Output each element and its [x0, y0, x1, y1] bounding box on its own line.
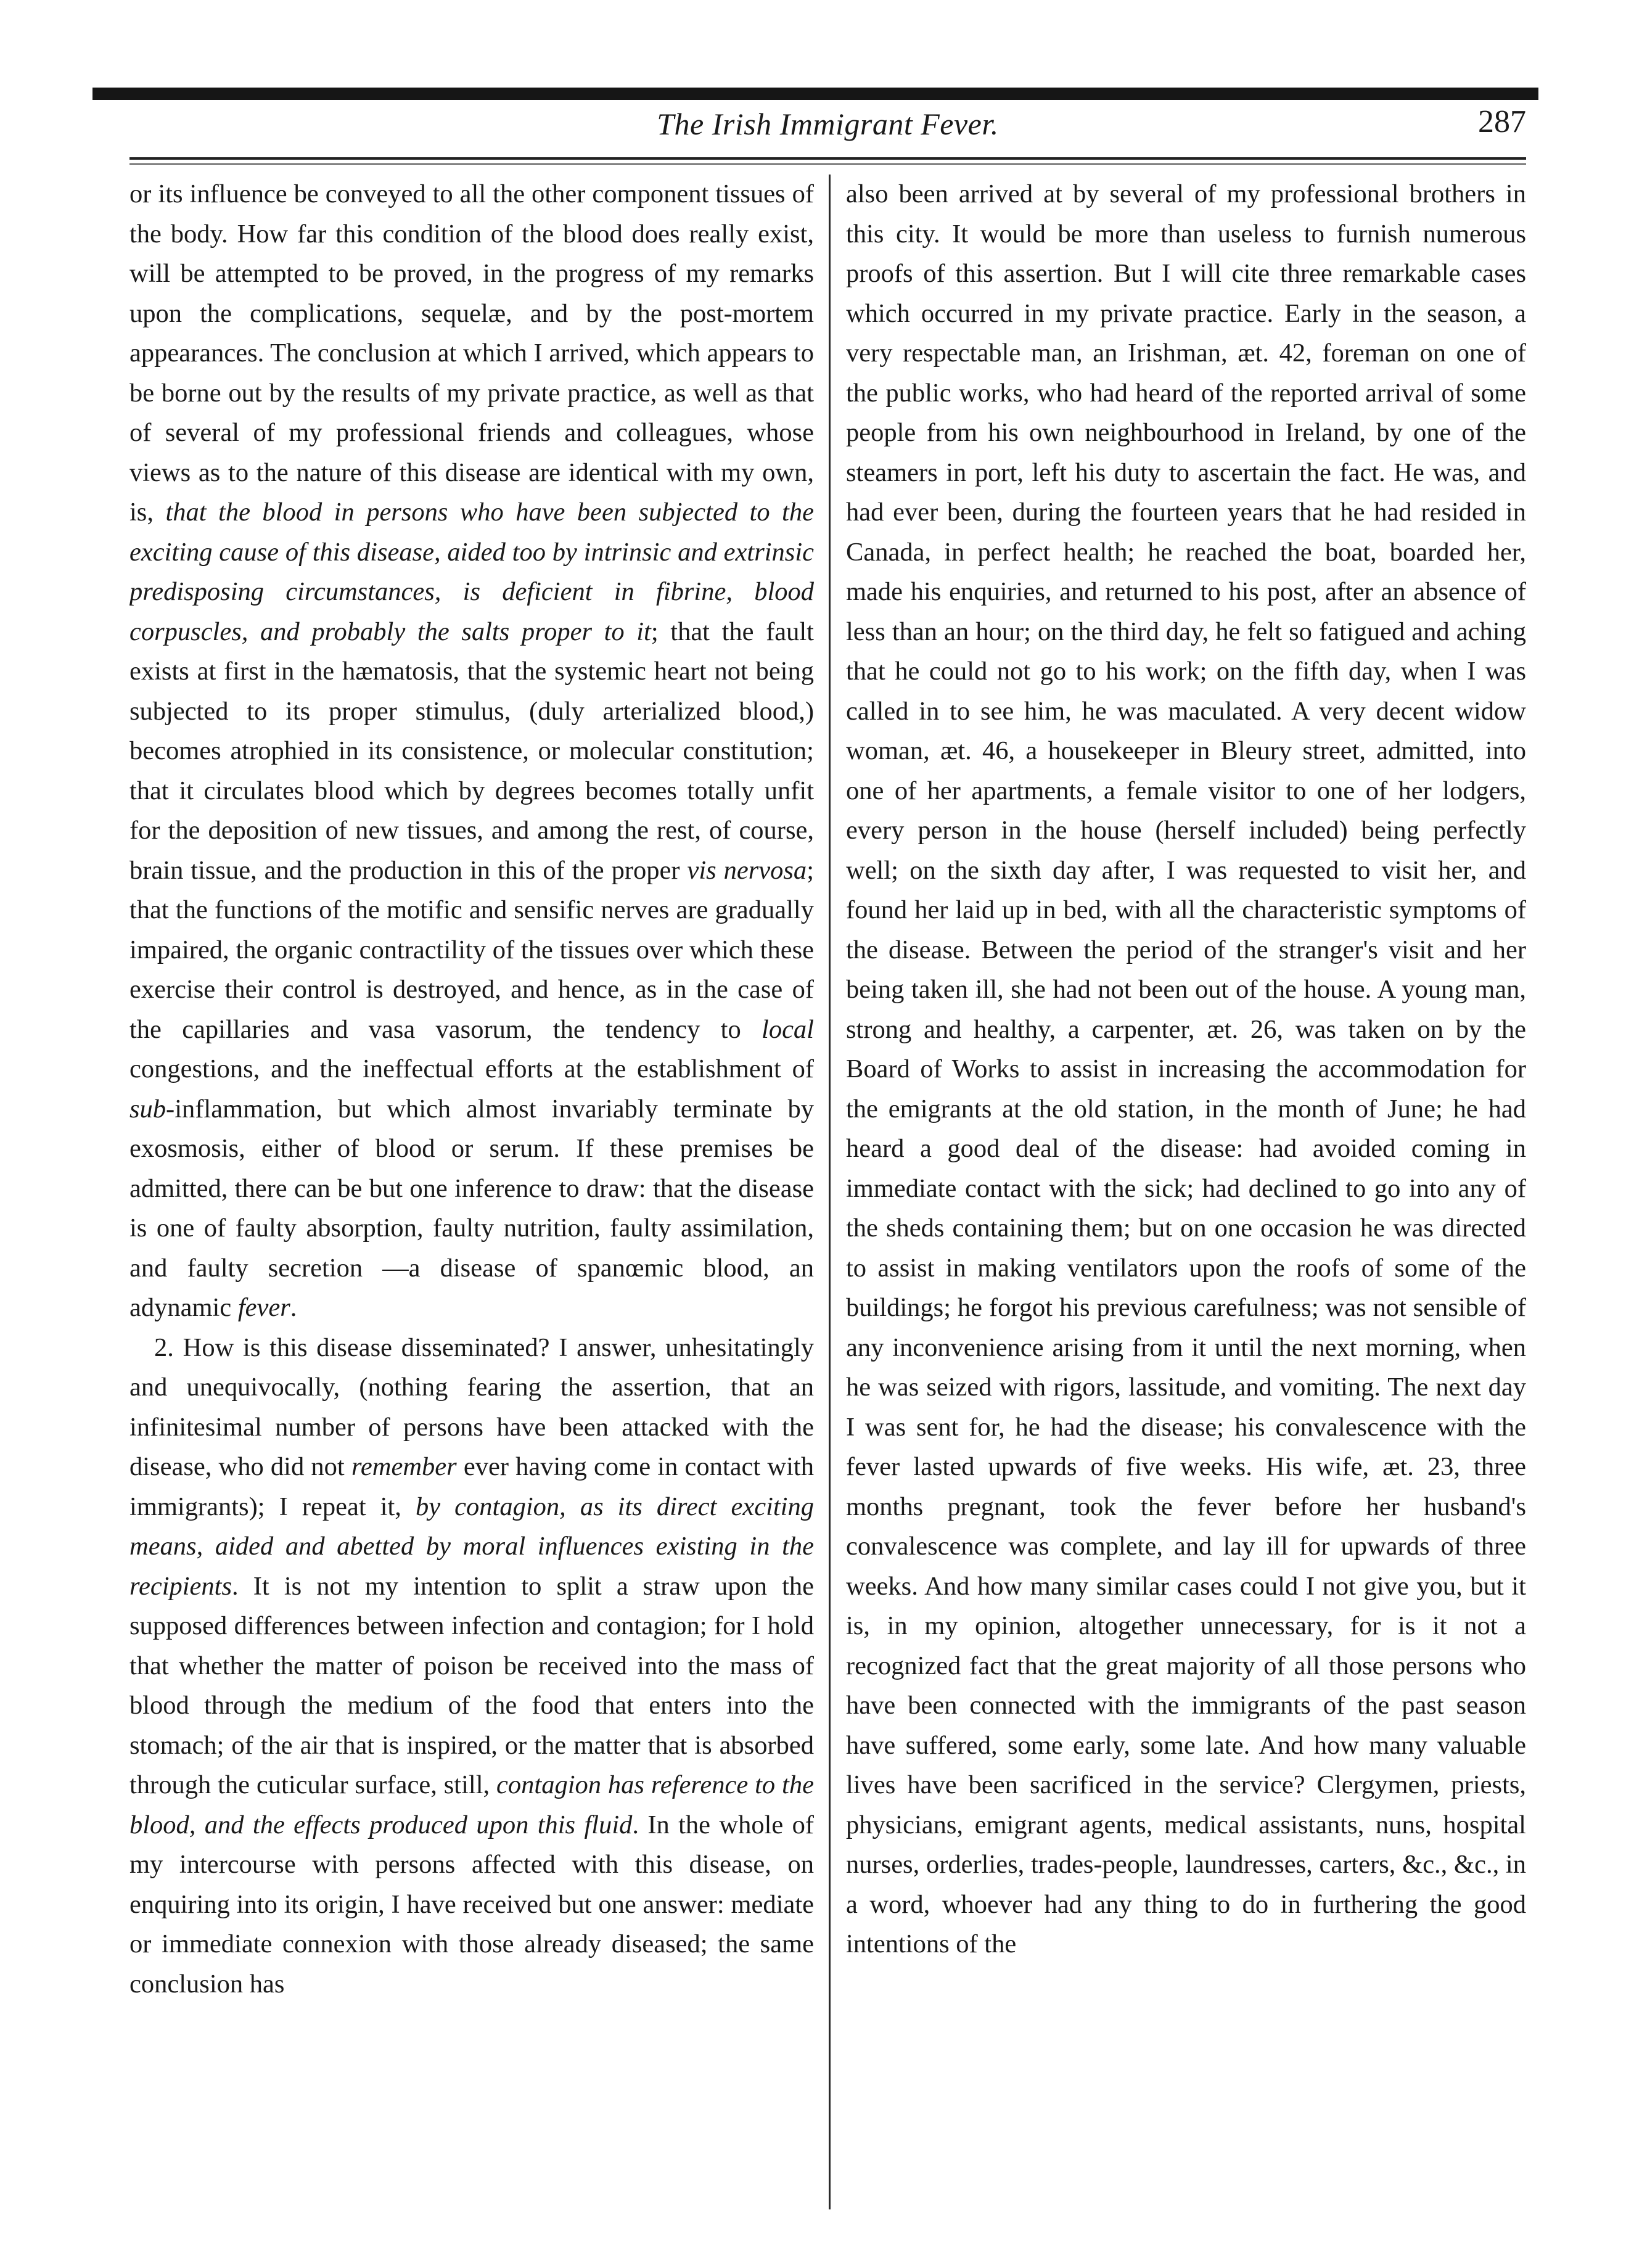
- italic-run: by contagion, as its direct exciting means, aided and abetted by moral influences existing in the recipients: [129, 1492, 814, 1601]
- header-rule: [129, 157, 1526, 160]
- text-run: ever having come in contact with immigrants); I repeat it,: [129, 1452, 814, 1521]
- italic-run: remember: [351, 1452, 457, 1481]
- header-rule-thin: [129, 163, 1526, 165]
- italic-run: local: [762, 1014, 814, 1044]
- text-run: . It is not my intention to split a straw upon the supposed differences between infection and contagion; for I hold that whether the matter of poison be received into the mass of blood through the medium of the food that enters into the stomach; of the air that is inspired, or the matter that is absorbed through the cuticular surface, still,: [129, 1571, 814, 1799]
- right-column: [846, 175, 1526, 2216]
- italic-run: sub: [129, 1094, 166, 1124]
- top-decorative-rule: [92, 88, 1538, 100]
- text-run: 2. How is this disease disseminated? I answer, unhesitatingly and unequivocally, (nothing fearing the assertion, that an infinitesimal number of persons have been attacked with the disease, who did not: [129, 1333, 814, 1481]
- italic-run: that the blood in persons who have been subjected to the exciting cause of this disease, aided too by intrinsic and extrinsic predisposing circumstances, is deficient in fibrine, blood corpuscles, and probably the salts proper to it: [129, 498, 814, 646]
- text-run: . In the whole of my intercourse with persons affected with this disease, on enquiring into its origin, I have received but one answer: mediate or immediate connexion with those already diseased; the same conclusion has: [129, 1810, 814, 1999]
- italic-run: fever: [237, 1293, 290, 1322]
- text-run: ; that the functions of the motific and sensific nerves are gradually impaired, the organic contractility of the tissues over which these exercise their control is destroyed, and hence, as in the case of the capillaries and vasa vasorum, the tendency to: [129, 855, 814, 1044]
- left-column: [129, 175, 814, 2216]
- column-divider: [829, 175, 831, 2209]
- italic-run: contagion has reference to the blood, and the effects produced upon this fluid: [129, 1770, 814, 1839]
- page-header: [129, 104, 1526, 153]
- paragraph-1: [129, 175, 814, 1328]
- text-run: congestions, and the ineffectual efforts at the establishment of: [129, 1054, 814, 1083]
- running-title: The Irish Immigrant Fever.: [657, 107, 999, 141]
- text-run: also been arrived at by several of my professional brothers in this city. It would be more than useless to furnish numerous proofs of this assertion. But I will cite three remarkable cases which occurred in my private practice. Early in the season, a very respectable man, an Irishman, æt. 42, foreman on one of the public works, who had heard of the reported arrival of some people from his own neighbourhood in Ireland, by one of the steamers in port, left his duty to ascertain the fact. He was, and had ever been, during the fourteen years that he had resided in Canada, in perfect health; he reached the boat, boarded her, made his enquiries, and returned to his post, after an absence of less than an hour; on the third day, he felt so fatigued and aching that he could not go to his work; on the fifth day, when I was called in to see him, he was maculated. A very decent widow woman, æt. 46, a housekeeper in Bleury street, admitted, into one of her apartments, a female visitor to one of her lodgers, every person in the house (herself included) being perfectly well; on the sixth day after, I was requested to visit her, and found her laid up in bed, with all the characteristic symptoms of the disease. Between the period of the stranger's visit and her being taken ill, she had not been out of the house. A young man, strong and healthy, a carpenter, æt. 26, was taken on by the Board of Works to assist in increasing the accommodation for the emigrants at the old station, in the month of June; he had heard a good deal of the disease: had avoided coming in immediate contact with the sick; had declined to go into any of the sheds containing them; but on one occasion he was directed to assist in making ventilators upon the roofs of some of the buildings; he forgot his previous carefulness; was not sensible of any inconvenience arising from it until the next morning, when he was seized with rigors, lassitude, and vomiting. The next day I was sent for, he had the disease; his convalescence with the fever lasted upwards of five weeks. His wife, æt. 23, three months pregnant, took the fever before her husband's convalescence was complete, and lay ill for upwards of three weeks. And how many similar cases could I not give you, but it is, in my opinion, altogether unnecessary, for is it not a recognized fact that the great majority of all those persons who have been connected with the immigrants of the past season have suffered, some early, some late. And how many valuable lives have been sacrificed in the service? Clergymen, priests, physicians, emigrant agents, medical assistants, nuns, hospital nurses, orderlies, trades-people, laundresses, carters, &c., &c., in a word, whoever had any thing to do in furthering the good intentions of the: [846, 179, 1526, 1958]
- paragraph-3: [846, 175, 1526, 1965]
- text-run: .: [290, 1293, 297, 1322]
- text-run: -inflammation, but which almost invariably terminate by exosmosis, either of blood or serum. If these premises be admitted, there can be but one inference to draw: that the disease is one of faulty absorption, faulty nutrition, faulty assimilation, and faulty secretion —a disease of spanœmic blood, an adynamic: [129, 1094, 814, 1322]
- text-run: ; that the fault exists at first in the hæmatosis, that the systemic heart not being subjected to its proper stimulus, (duly arterialized blood,) becomes atrophied in its consistence, or molecular constitution; that it circulates blood which by degrees becomes totally unfit for the deposition of new tissues, and among the rest, of course, brain tissue, and the production in this of the proper: [129, 617, 814, 885]
- paragraph-2: [129, 1328, 814, 2005]
- page-number: 287: [1478, 104, 1526, 139]
- text-run: or its influence be conveyed to all the other component tissues of the body. How far this condition of the blood does really exist, will be attempted to be proved, in the progress of my remarks upon the complications, sequelæ, and by the post-mortem appearances. The conclusion at which I arrived, which appears to be borne out by the results of my private practice, as well as that of several of my professional friends and colleagues, whose views as to the nature of this disease are identical with my own, is,: [129, 179, 814, 527]
- italic-run: vis nervosa: [687, 855, 807, 885]
